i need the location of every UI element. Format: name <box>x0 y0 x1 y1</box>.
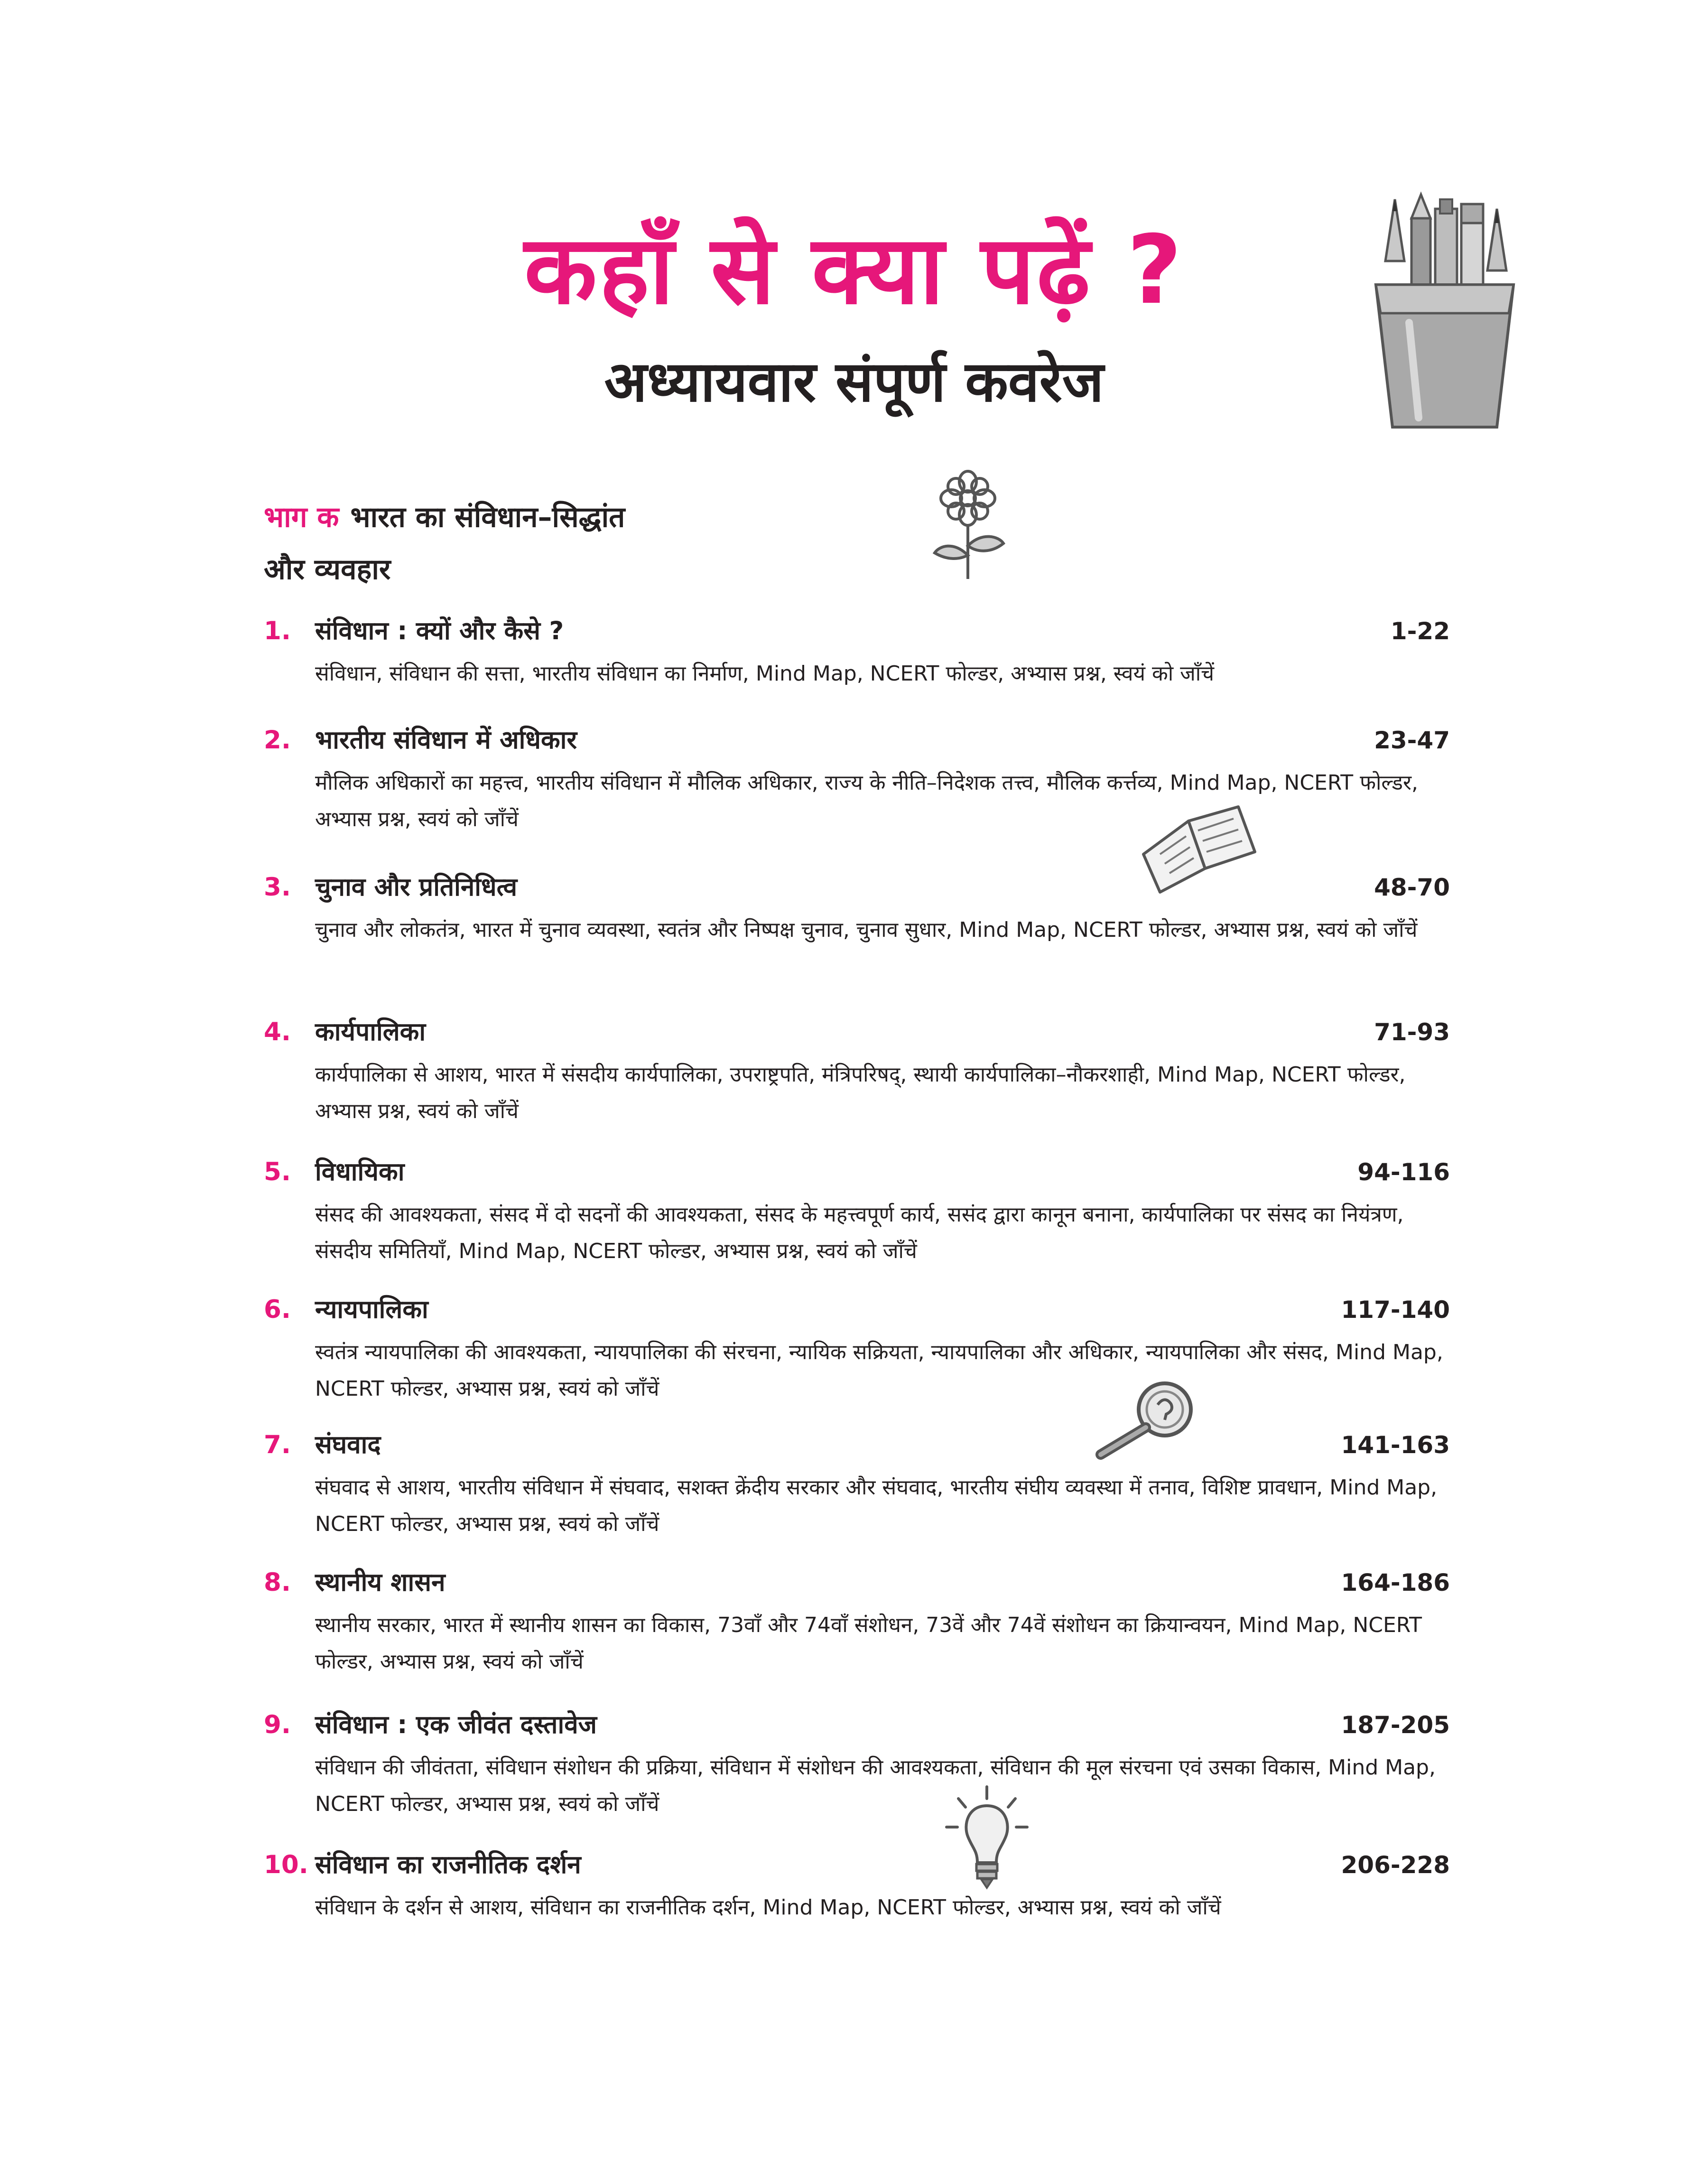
chapter-entry <box>264 866 1450 948</box>
chapter-heading[interactable] <box>264 1844 1450 1886</box>
chapter-number: 1. <box>264 616 291 645</box>
chapter-topics: संघवाद से आशय, भारतीय संविधान में संघवाद, सशक्त क्रेंदीय सरकार और संघवाद, भारतीय संघीय व्यवस्था में तनाव, विशिष्ट प्रावधान, Mind Map, NCERT फोल्डर, अभ्यास प्रश्न, स्वयं को जाँचें <box>315 1475 1438 1536</box>
chapter-pages: 48-70 <box>1374 874 1450 901</box>
chapter-topics: मौलिक अधिकारों का महत्त्व, भारतीय संविधान में मौलिक अधिकार, राज्य के नीति–निदेशक तत्त्व, मौलिक कर्त्तव्य, Mind Map, NCERT फोल्डर, अभ्यास प्रश्न, स्वयं को जाँचें <box>315 771 1418 831</box>
chapter-title: संघवाद <box>315 1430 381 1459</box>
chapter-title: कार्यपालिका <box>315 1017 426 1046</box>
chapter-number: 2. <box>264 726 291 755</box>
chapter-pages: 71-93 <box>1374 1018 1450 1046</box>
chapter-pages: 141-163 <box>1341 1431 1450 1459</box>
chapter-heading[interactable] <box>264 1011 1450 1054</box>
pencil-cup-icon <box>1366 190 1523 437</box>
chapter-topics: चुनाव और लोकतंत्र, भारत में चुनाव व्यवस्था, स्वतंत्र और निष्पक्ष चुनाव, चुनाव सुधार, Mind Map, NCERT फोल्डर, अभ्यास प्रश्न, स्वयं को जाँचें <box>315 918 1418 942</box>
chapter-entry <box>264 1844 1450 1926</box>
page-subtitle: अध्यायवार संपूर्ण कवरेज <box>604 349 1104 414</box>
part-tag: भाग क <box>264 501 339 534</box>
chapter-topics: संविधान की जीवंतता, संविधान संशोधन की प्रक्रिया, संविधान में संशोधन की आवश्यकता, संविधान की मूल संरचना एवं उसका विकास, Mind Map, NCERT फोल्डर, अभ्यास प्रश्न, स्वयं को जाँचें <box>315 1755 1436 1816</box>
chapter-number: 7. <box>264 1430 291 1459</box>
chapter-entry <box>264 719 1450 838</box>
chapter-number: 3. <box>264 873 291 902</box>
chapter-pages: 1-22 <box>1390 617 1450 645</box>
chapter-pages: 206-228 <box>1341 1851 1450 1879</box>
part-heading-line1 <box>264 491 881 543</box>
chapter-pages: 94-116 <box>1357 1158 1450 1186</box>
chapter-topics: संविधान के दर्शन से आशय, संविधान का राजनीतिक दर्शन, Mind Map, NCERT फोल्डर, अभ्यास प्रश्न, स्वयं को जाँचें <box>315 1895 1221 1920</box>
chapter-title: विधायिका <box>315 1157 405 1186</box>
chapter-topics: स्थानीय सरकार, भारत में स्थानीय शासन का विकास, 73वाँ और 74वाँ संशोधन, 73वें और 74वें संशोधन का क्रियान्वयन, Mind Map, NCERT फोल्डर, अभ्यास प्रश्न, स्वयं को जाँचें <box>315 1613 1422 1674</box>
part-title: भारत का संविधान–सिद्धांत <box>350 501 625 534</box>
chapter-number: 10. <box>264 1850 308 1879</box>
chapter-entry <box>264 1704 1450 1822</box>
page-title: कहाँ से क्या पढ़ें ? <box>524 215 1184 326</box>
chapter-title: संविधान : एक जीवंत दस्तावेज <box>315 1710 597 1739</box>
chapter-heading[interactable] <box>264 1288 1450 1331</box>
chapter-title: संविधान : क्यों और कैसे ? <box>315 616 564 645</box>
chapter-title: भारतीय संविधान में अधिकार <box>315 726 577 755</box>
chapter-heading[interactable] <box>264 1561 1450 1604</box>
chapter-entry <box>264 1151 1450 1269</box>
chapter-title: स्थानीय शासन <box>315 1568 446 1597</box>
chapter-topics: संविधान, संविधान की सत्ता, भारतीय संविधान का निर्माण, Mind Map, NCERT फोल्डर, अभ्यास प्रश्न, स्वयं को जाँचें <box>315 662 1215 686</box>
chapter-pages: 187-205 <box>1341 1711 1450 1739</box>
chapter-number: 4. <box>264 1017 291 1046</box>
flower-icon <box>920 465 1015 584</box>
chapter-heading[interactable] <box>264 610 1450 653</box>
chapter-pages: 164-186 <box>1341 1569 1450 1596</box>
chapter-heading[interactable] <box>264 1424 1450 1466</box>
chapter-entry <box>264 1424 1450 1542</box>
chapter-title: संविधान का राजनीतिक दर्शन <box>315 1850 581 1879</box>
chapter-pages: 23-47 <box>1374 727 1450 754</box>
chapter-entry <box>264 1288 1450 1407</box>
chapter-topics: कार्यपालिका से आशय, भारत में संसदीय कार्यपालिका, उपराष्ट्रपति, मंत्रिपरिषद्, स्थायी कार्यपालिका–नौकरशाही, Mind Map, NCERT फोल्डर, अभ्यास प्रश्न, स्वयं को जाँचें <box>315 1063 1406 1123</box>
chapter-number: 8. <box>264 1568 291 1597</box>
chapter-pages: 117-140 <box>1341 1296 1450 1324</box>
chapter-heading[interactable] <box>264 1151 1450 1194</box>
part-title-line2: और व्यवहार <box>264 553 391 586</box>
part-heading <box>264 491 881 596</box>
chapter-topics: संसद की आवश्यकता, संसद में दो सदनों की आवश्यकता, संसद के महत्त्वपूर्ण कार्य, ससंद द्वारा कानून बनाना, कार्यपालिका पर संसद का नियंत्रण, संसदीय समितियाँ, Mind Map, NCERT फोल्डर, अभ्यास प्रश्न, स्वयं को जाँचें <box>315 1203 1404 1263</box>
chapter-title: चुनाव और प्रतिनिधित्व <box>315 873 518 902</box>
chapter-title: न्यायपालिका <box>315 1295 428 1324</box>
chapter-heading[interactable] <box>264 1704 1450 1746</box>
chapter-entry <box>264 1561 1450 1680</box>
chapter-number: 6. <box>264 1295 291 1324</box>
chapter-heading[interactable] <box>264 719 1450 762</box>
chapter-heading[interactable] <box>264 866 1450 909</box>
chapter-number: 9. <box>264 1710 291 1739</box>
chapter-entry <box>264 610 1450 692</box>
chapter-entry <box>264 1011 1450 1129</box>
chapter-number: 5. <box>264 1157 291 1186</box>
chapter-topics: स्वतंत्र न्यायपालिका की आवश्यकता, न्यायपालिका की संरचना, न्यायिक सक्रियता, न्यायपालिका और अधिकार, न्यायपालिका और संसद, Mind Map, NCERT फोल्डर, अभ्यास प्रश्न, स्वयं को जाँचें <box>315 1340 1443 1401</box>
